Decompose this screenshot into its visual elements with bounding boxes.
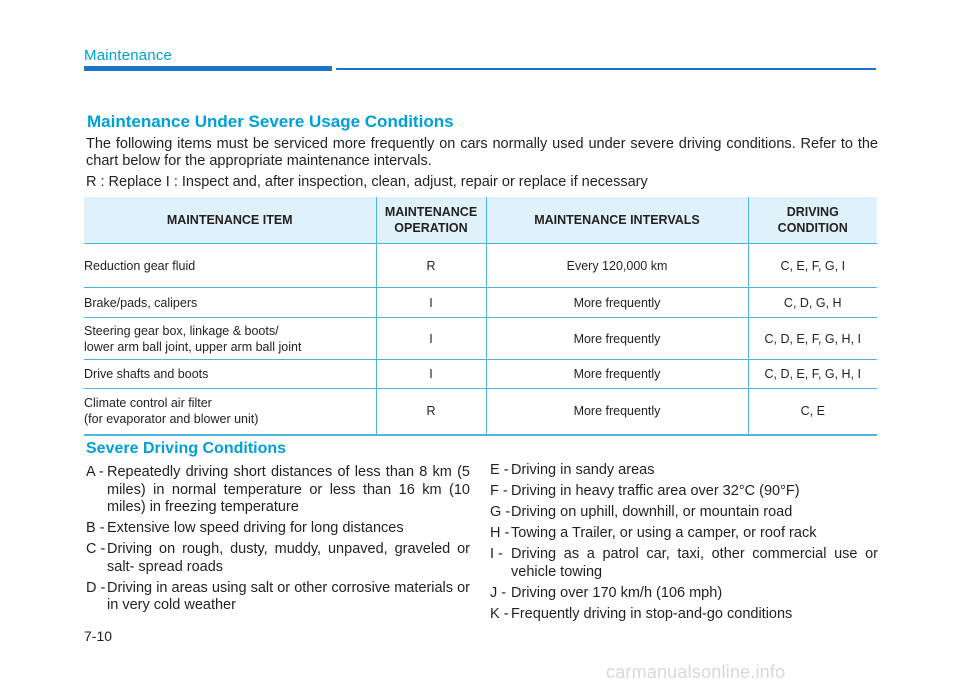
page-number: 7-10 — [84, 628, 113, 644]
table-row — [84, 244, 877, 288]
cell-condition: C, D, E, F, G, H, I — [748, 318, 877, 360]
cell-interval: Every 120,000 km — [486, 244, 748, 288]
conditions-list-right — [490, 462, 878, 627]
table-row — [84, 318, 877, 360]
list-item — [490, 546, 878, 581]
cell-item — [84, 318, 376, 360]
cell-operation: I — [376, 288, 486, 318]
watermark: carmanualsonline.info — [606, 662, 786, 682]
condition-text: Driving as a patrol car, taxi, other commercial use or vehicle towing — [511, 546, 878, 580]
list-item — [86, 464, 470, 517]
cell-item — [84, 244, 376, 288]
cell-condition: C, E — [748, 389, 877, 435]
condition-code: C - — [86, 541, 106, 557]
condition-text: Frequently driving in stop-and-go conditions — [511, 606, 793, 623]
condition-code: I - — [490, 546, 503, 563]
page-title: Maintenance Under Severe Usage Conditions — [87, 112, 454, 131]
item-line-1: Climate control air filter — [84, 396, 212, 411]
table-row — [84, 288, 877, 318]
condition-text: Driving on rough, dusty, muddy, unpaved, graveled or salt- spread roads — [107, 541, 470, 575]
condition-text: Driving in sandy areas — [511, 462, 655, 478]
header-intervals: MAINTENANCE INTERVALS — [486, 197, 748, 244]
cell-operation: I — [376, 360, 486, 389]
condition-code: G - — [490, 504, 511, 521]
cell-interval: More frequently — [486, 288, 748, 318]
condition-code: E - — [490, 462, 509, 478]
header-rule-thin — [336, 68, 876, 70]
condition-text: Driving on uphill, downhill, or mountain road — [511, 504, 793, 521]
condition-text: Towing a Trailer, or using a camper, or roof rack — [511, 525, 817, 542]
header-item: MAINTENANCE ITEM — [84, 197, 376, 244]
cell-interval: More frequently — [486, 360, 748, 389]
list-item — [490, 606, 878, 624]
list-item — [490, 462, 878, 480]
item-line-2: lower arm ball joint, upper arm ball joint — [84, 339, 302, 354]
cell-item — [84, 360, 376, 389]
severe-conditions-title: Severe Driving Conditions — [86, 440, 287, 457]
item-line-1: Brake/pads, calipers — [84, 295, 198, 310]
section-label: Maintenance — [84, 47, 173, 64]
cell-interval: More frequently — [486, 318, 748, 360]
item-line-2: (for evaporator and blower unit) — [84, 412, 259, 427]
legend-text: R : Replace I : Inspect and, after inspection, clean, adjust, repair or replace if necessary — [86, 174, 648, 190]
condition-text: Driving over 170 km/h (106 mph) — [511, 584, 723, 601]
cell-condition: C, D, G, H — [748, 288, 877, 318]
condition-text: Repeatedly driving short distances of less than 8 km (5 miles) in normal temperature or less than 16 km (10 miles) in freezing temperature — [107, 464, 470, 515]
list-item — [490, 504, 878, 522]
condition-text: Driving in areas using salt or other corrosive materials or in very cold weather — [107, 579, 470, 613]
condition-code: B - — [86, 520, 105, 536]
cell-operation: R — [376, 389, 486, 435]
table-row — [84, 389, 877, 435]
condition-code: H - — [490, 525, 510, 542]
condition-code: A - — [86, 464, 104, 480]
header-operation: MAINTENANCE OPERATION — [376, 197, 486, 244]
list-item — [86, 580, 470, 615]
cell-item — [84, 288, 376, 318]
list-item — [86, 541, 470, 576]
intro-paragraph: The following items must be serviced more frequently on cars normally used under severe driving conditions. Refer to the chart below for the appropriate maintenance intervals. — [86, 136, 878, 169]
condition-code: F - — [490, 483, 508, 500]
item-line-1: Reduction gear fluid — [84, 258, 196, 273]
cell-condition: C, D, E, F, G, H, I — [748, 360, 877, 389]
list-item — [490, 483, 878, 501]
condition-text: Driving in heavy traffic area over 32°C (90°F) — [511, 483, 800, 500]
cell-condition: C, E, F, G, I — [748, 244, 877, 288]
list-item — [490, 585, 878, 603]
condition-code: D - — [86, 579, 106, 596]
list-item — [86, 520, 470, 538]
maintenance-table — [84, 197, 877, 436]
table-header-row — [84, 197, 877, 244]
conditions-list-left — [86, 464, 470, 618]
cell-operation: I — [376, 318, 486, 360]
condition-text: Extensive low speed driving for long distances — [107, 520, 404, 536]
cell-item — [84, 389, 376, 435]
header-rule-thick — [84, 66, 332, 71]
cell-interval: More frequently — [486, 389, 748, 435]
list-item — [490, 525, 878, 543]
table-row — [84, 360, 877, 389]
cell-operation: R — [376, 244, 486, 288]
condition-code: K - — [490, 606, 509, 623]
item-line-1: Steering gear box, linkage & boots/ — [84, 323, 279, 338]
condition-code: J - — [490, 584, 507, 601]
header-condition: DRIVING CONDITION — [748, 197, 877, 244]
item-line-1: Drive shafts and boots — [84, 367, 209, 381]
